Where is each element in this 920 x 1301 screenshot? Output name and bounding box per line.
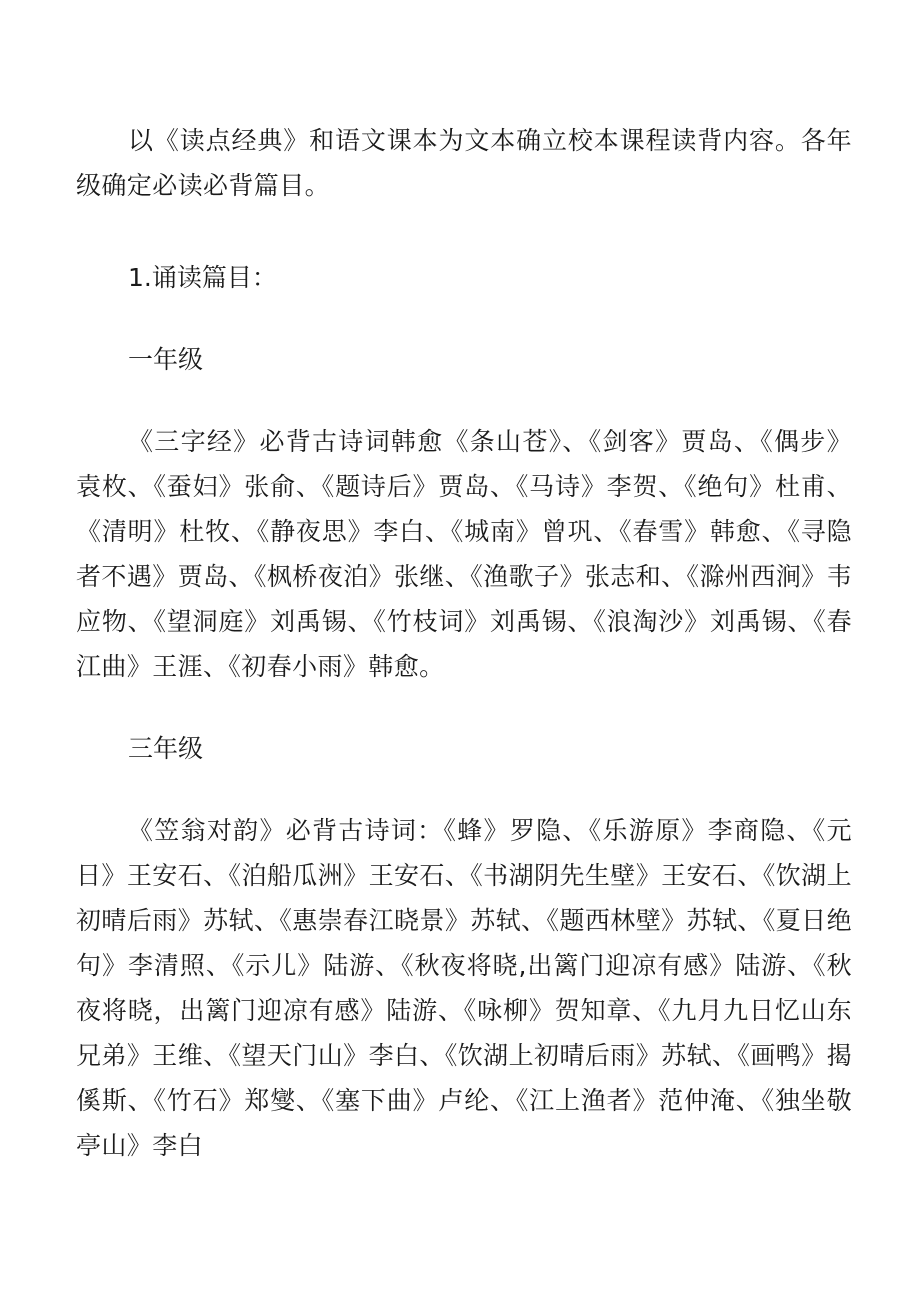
document-page — [76, 118, 852, 1168]
grade-list-1: 《三字经》必背古诗词韩愈《条山苍》、《剑客》贾岛、《偶步》袁枚、《蚕妇》张俞、《题诗后》贾岛、《马诗》李贺、《绝句》杜甫、《清明》杜牧、《静夜思》李白、《城南》曾巩、《春雪》韩愈、《寻隐者不遇》贾岛、《枫桥夜泊》张继、《渔歌子》张志和、《滁州西涧》韦应物、《望洞庭》刘禹锡、《竹枝词》刘禹锡、《浪淘沙》刘禹锡、《春江曲》王涯、《初春小雨》韩愈。 — [76, 427, 852, 681]
grade-list-3: 《笠翁对韵》必背古诗词：《蜂》罗隐、《乐游原》李商隐、《元日》王安石、《泊船瓜洲》王安石、《书湖阴先生壁》王安石、《饮湖上初晴后雨》苏轼、《惠崇春江晓景》苏轼、《题西林壁》苏轼、《夏日绝句》李清照、《示儿》陆游、《秋夜将晓,出篱门迎凉有感》陆游、《秋夜将晓，出篱门迎凉有感》陆游、《咏柳》贺知章、《九月九日忆山东兄弟》王维、《望天门山》李白、《饮湖上初晴后雨》苏轼、《画鸭》揭傒斯、《竹石》郑燮、《塞下曲》卢纶、《江上渔者》范仲淹、《独坐敬亭山》李白 — [76, 816, 852, 1160]
grade-title-1: 一年级 — [128, 345, 204, 374]
intro-paragraph: 以《读点经典》和语文课本为文本确立校本课程读背内容。各年级确定必读必背篇目。 — [76, 126, 852, 200]
section-title: 1.诵读篇目： — [128, 263, 277, 292]
grade-title-3: 三年级 — [128, 734, 204, 763]
